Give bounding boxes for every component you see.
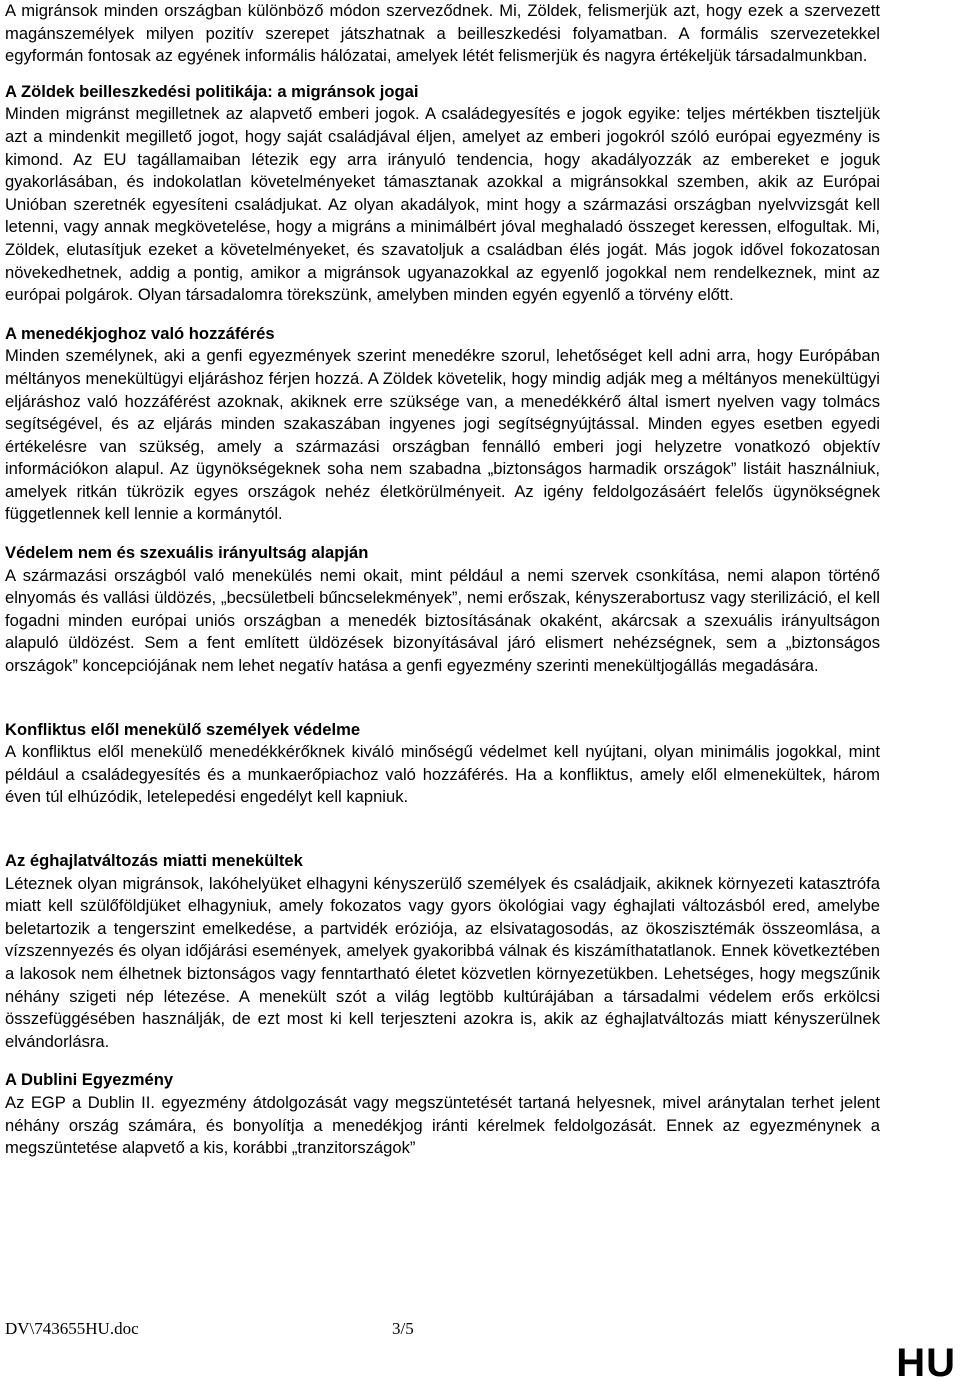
spacer — [5, 678, 880, 719]
spacer — [5, 526, 880, 542]
section-body: Léteznek olyan migránsok, lakóhelyüket elhagyni kényszerülő személyek és családjaik, akiknek környezeti katasztrófa miatt kell szülőföldjüket elhagyniuk, amely fokozatos vagy gyors ökológiai vagy éghajlati változásból ered, amelybe beletartozik a tengerszint emelkedése, a partvidék eróziója, az elsivatagosodás, az ökoszisztémák összeomlása, a vízszennyezés és olyan időjárási események, amelyek gyakoribbá válnak és kiszámíthatatlanok. Ennek következtében a lakosok nem élhetnek biztonságos vagy fenntartható életet közvetlen környezetükben. Lehetséges, hogy megszűnik néhány szigeti nép létezése. A menekült szót a világ legtöbb kultúrájában a társadalmi védelem erős erkölcsi összefüggésében használják, de ezt most ki kell terjeszteni azokra is, akik az éghajlatváltozás miatt kényszerülnek elvándorlásra. — [5, 873, 880, 1051]
section-conflict-refugees — [5, 719, 880, 809]
section-heading: Konfliktus elől menekülő személyek védelme — [5, 719, 361, 739]
section-climate-refugees — [5, 850, 880, 1053]
section-body: Minden személynek, aki a genfi egyezmények szerint menedékre szorul, lehetőséget kell adni arra, hogy Európában méltányos menekültügyi eljáráshoz férjen hozzá. A Zöldek követelik, hogy mindig adják meg a méltányos menekültügyi eljáráshoz való hozzáférést azoknak, akiknek erre szüksége van, a menedékkérő által ismert nyelven vagy tolmács segítségével, és az eljárás minden szakaszában ingyenes jogi segítségnyújtással. Minden egyes esetben egyedi értékelésre van szükség, amely a származási országban fennálló emberi jogi helyzetre vonatkozó objektív információkon alapul. Az ügynökségeknek soha nem szabadna „biztonságos harmadik országok” listáit használniuk, amelyek ritkán tükrözik egyes országok nehéz életkörülményeit. Az igény feldolgozásáért felelős ügynökségnek függetlennek kell lennie a kormánytól. — [5, 346, 880, 524]
section-integration-policy — [5, 81, 880, 307]
section-body: A származási országból való menekülés nemi okait, mint például a nemi szervek csonkítása, nemi alapon történő elnyomás és vallási üldözés, „becsületbeli bűncselekmények”, nemi erőszak, kényszerabortusz vagy sterilizáció, el kell fogadni minden európai uniós országban a menedék biztosításának okaként, akárcsak a szexuális irányultságon alapuló üldözést. Sem a fent említett üldözések bizonyításával járó elismert nehézségnek, sem a „biztonságos országok” koncepciójának nem lehet negatív hatása a genfi egyezmény szerinti menekültjogállás megadására. — [5, 565, 880, 676]
document-reference: DV\743655HU.doc — [5, 1319, 139, 1338]
section-body: A konfliktus elől menekülő menedékkérőknek kiváló minőségű védelmet kell nyújtani, olyan minimális jogokkal, mint például a családegyesítés és a munkaerőpiachoz való hozzáférés. Ha a konfliktus, amely elől elmenekültek, három éven túl elhúzódik, letelepedési engedélyt kell kapniuk. — [5, 742, 880, 807]
section-heading: A menedékjoghoz való hozzáférés — [5, 323, 275, 343]
spacer — [5, 68, 880, 81]
page-number: 3/5 — [392, 1319, 414, 1338]
page-footer — [5, 1319, 414, 1339]
spacer — [5, 1053, 880, 1069]
section-asylum-access — [5, 323, 880, 526]
section-heading: A Dublini Egyezmény — [5, 1070, 174, 1090]
section-heading: Védelem nem és szexuális irányultság alapján — [5, 543, 369, 563]
section-heading: Az éghajlatváltozás miatti menekültek — [5, 851, 303, 870]
document-page — [5, 0, 880, 1160]
section-body: Minden migránst megilletnek az alapvető emberi jogok. A családegyesítés e jogok egyike: teljes mértékben tiszteljük azt a mindenkit megillető jogot, hogy saját családjával éljen, amelyet az emberi jogokról szóló európai egyezmény is kimond. Az EU tagállamaiban létezik egy arra irányuló tendencia, hogy akadályozzák az embereket e joguk gyakorlásában, és indokolatlan követelményeket támasztanak azokkal a migránsokkal szemben, akik az Európai Unióban szeretnék egyesíteni családjukat. Az olyan akadályok, mint hogy a származási országban nyelvvizsgát kell letenni, vagy annak megkövetelése, hogy a migráns a minimálbért jóval meghaladó összeget keressen, elfogultak. Mi, Zöldek, elutasítjuk ezeket a követelményeket, és szavatoljuk a családban élés jogát. Más jogok idővel fokozatosan növekedhetnek, addig a pontig, amikor a migránsok ugyanazokkal az egyenlő jogokkal nem rendelkeznek, mint az európai polgárok. Olyan társadalomra törekszünk, amelyben minden egyén egyenlő a törvény előtt. — [5, 104, 880, 305]
section-heading: A Zöldek beilleszkedési politikája: a migránsok jogai — [5, 81, 419, 101]
section-body: Az EGP a Dublin II. egyezmény átdolgozását vagy megszüntetését tartaná helyesnek, mivel aránytalan terhet jelent néhány ország számára, és bonyolítja a menedékjog iránti kérelmek feldolgozását. Ennek az egyezménynek a megszüntetése alapvető a kis, korábbi „tranzitországok” — [5, 1092, 880, 1158]
intro-paragraph: A migránsok minden országban különböző módon szerveződnek. Mi, Zöldek, felismerjük azt, hogy ezek a szervezett magánszemélyek milyen pozitív szerepet játszhatnak a beilleszkedési folyamatban. A formális szervezetekkel egyformán fontosak az egyének informális hálózatai, amelyek létét felismerjük és nagyra értékeljük társadalmunkban. — [5, 1, 880, 66]
section-dublin-convention — [5, 1069, 880, 1159]
spacer — [5, 307, 880, 323]
spacer — [5, 809, 880, 850]
section-gender-protection — [5, 542, 880, 678]
language-code: HU — [896, 1341, 956, 1385]
